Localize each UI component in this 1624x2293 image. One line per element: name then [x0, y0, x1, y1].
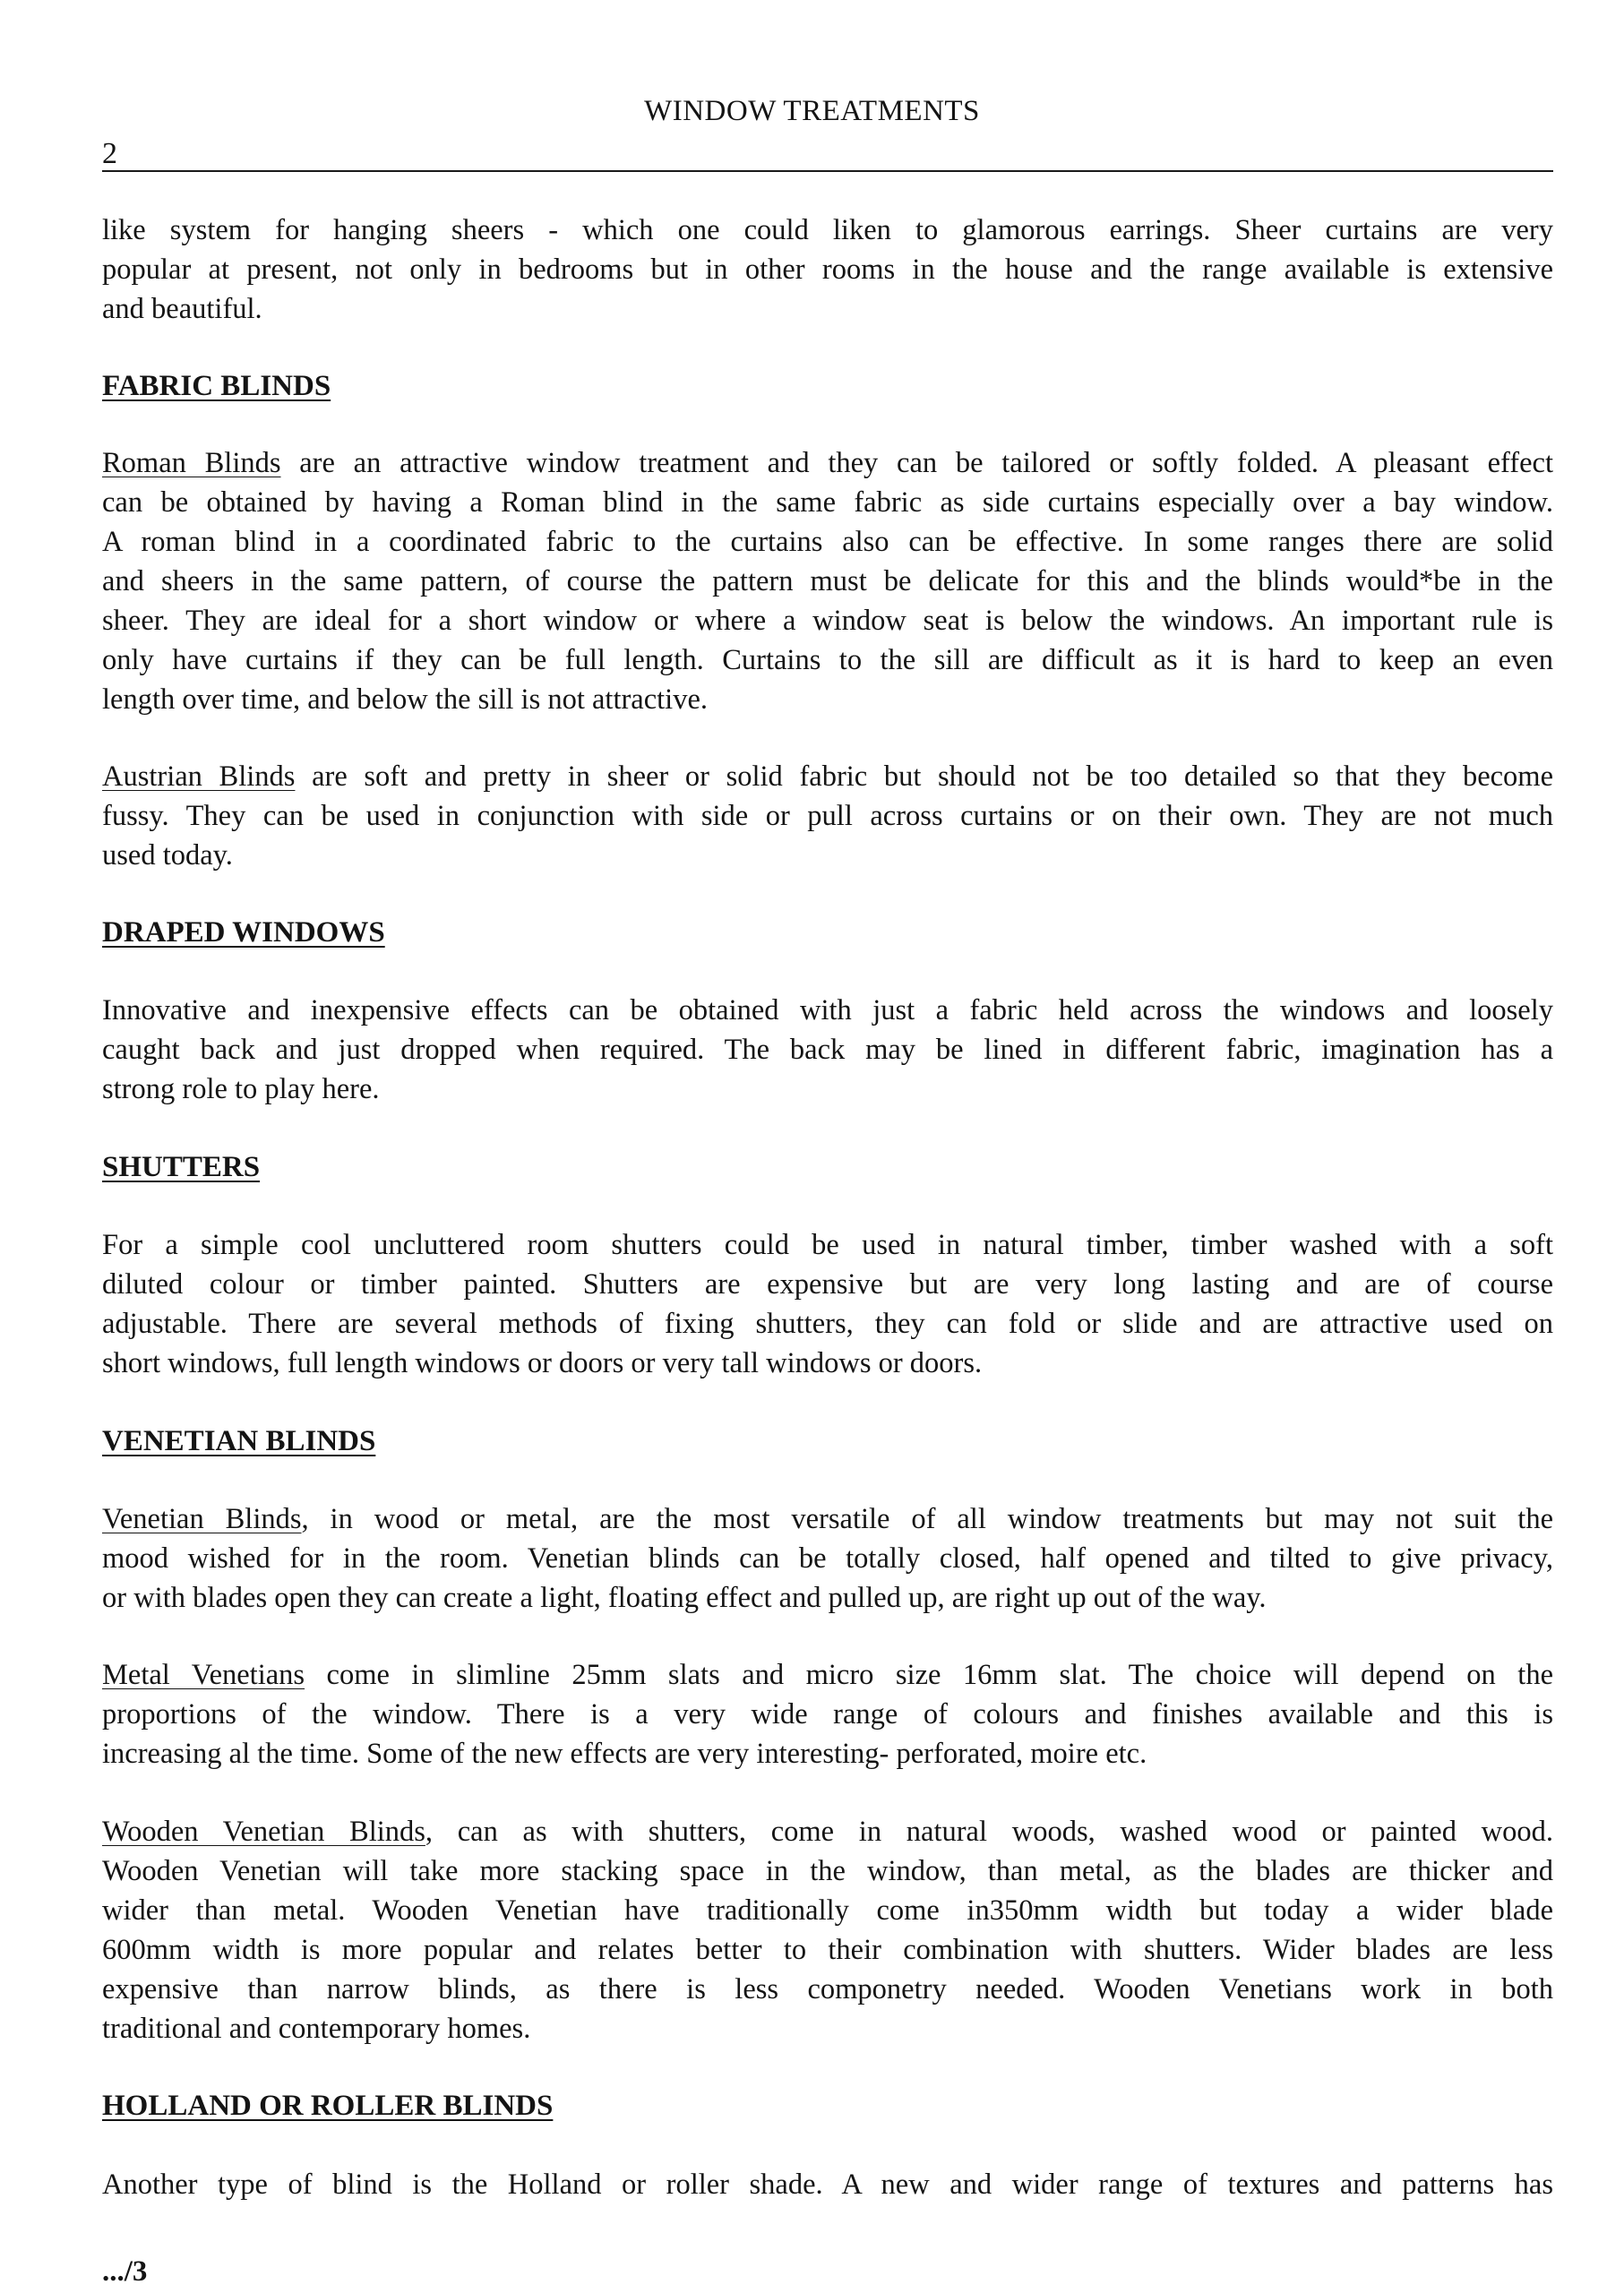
austrian-blinds-line: used today. — [102, 839, 233, 872]
draped-windows-line: caught back and just dropped when required. The back may be lined in different fabric, imagination has a — [102, 1034, 1553, 1066]
roman-blinds-text: are an attractive window treatment and they can be tailored or softly folded. A pleasant effect — [280, 447, 1553, 479]
metal-venetians-line: increasing al the time. Some of the new effects are very interesting- perforated, moire etc. — [102, 1738, 1147, 1770]
header-rule — [102, 170, 1553, 172]
roman-blinds-line: sheer. They are ideal for a short window or where a window seat is below the windows. An important rule is — [102, 605, 1553, 637]
roman-blinds-line: and sheers in the same pattern, of course the pattern must be delicate for this and the blinds would*be in the — [102, 565, 1553, 597]
wooden-venetian-line: wider than metal. Wooden Venetian have traditionally come in350mm width but today a wider blade — [102, 1894, 1553, 1927]
intro-line: like system for hanging sheers - which one could liken to glamorous earrings. Sheer curtains are very — [102, 214, 1553, 246]
roman-blinds-line: length over time, and below the sill is not attractive. — [102, 683, 709, 716]
intro-line: popular at present, not only in bedrooms but in other rooms in the house and the range available is extensive — [102, 253, 1553, 286]
roman-blinds-line — [102, 445, 1553, 481]
term-wooden-venetian-blinds: Wooden Venetian Blinds — [102, 1816, 425, 1848]
venetian-blinds-line — [102, 1501, 1553, 1537]
heading-venetian-blinds: VENETIAN BLINDS — [102, 1425, 376, 1457]
term-metal-venetians: Metal Venetians — [102, 1659, 305, 1691]
continued-page-marker: .../3 — [102, 2255, 148, 2288]
shutters-line: adjustable. There are several methods of fixing shutters, they can fold or slide and are attractive used on — [102, 1308, 1553, 1340]
shutters-line: short windows, full length windows or doors or very tall windows or doors. — [102, 1347, 983, 1379]
austrian-blinds-line: fussy. They can be used in conjunction with side or pull across curtains or on their own. They are not much — [102, 800, 1553, 832]
holland-blinds-line: Another type of blind is the Holland or roller shade. A new and wider range of textures and patterns has — [102, 2168, 1553, 2201]
roman-blinds-line: only have curtains if they can be full length. Curtains to the sill are difficult as it is hard to keep an even — [102, 644, 1553, 676]
draped-windows-line: strong role to play here. — [102, 1073, 380, 1105]
term-venetian-blinds: Venetian Blinds — [102, 1503, 302, 1535]
wooden-venetian-line — [102, 1814, 1553, 1850]
wooden-venetian-line: Wooden Venetian will take more stacking space in the window, than metal, as the blades are thicker and — [102, 1855, 1553, 1887]
austrian-blinds-line — [102, 759, 1553, 794]
roman-blinds-line: can be obtained by having a Roman blind in the same fabric as side curtains especially over a bay window. — [102, 486, 1553, 519]
metal-venetians-text: come in slimline 25mm slats and micro size 16mm slat. The choice will depend on the — [305, 1659, 1553, 1691]
wooden-venetian-line: 600mm width is more popular and relates better to their combination with shutters. Wider blades are less — [102, 1934, 1553, 1966]
draped-windows-line: Innovative and inexpensive effects can be obtained with just a fabric held across the windows and loosely — [102, 994, 1553, 1026]
term-austrian-blinds: Austrian Blinds — [102, 760, 296, 793]
heading-fabric-blinds: FABRIC BLINDS — [102, 370, 331, 402]
metal-venetians-line: proportions of the window. There is a very wide range of colours and finishes available and this is — [102, 1698, 1553, 1730]
heading-shutters: SHUTTERS — [102, 1151, 261, 1183]
running-title: WINDOW TREATMENTS — [644, 95, 980, 127]
page-number: 2 — [102, 137, 117, 170]
term-roman-blinds: Roman Blinds — [102, 447, 281, 479]
wooden-venetian-line: traditional and contemporary homes. — [102, 2013, 531, 2045]
venetian-blinds-text: , in wood or metal, are the most versatile of all window treatments but may not suit the — [301, 1503, 1553, 1535]
intro-line: and beautiful. — [102, 293, 262, 325]
heading-holland-roller-blinds: HOLLAND OR ROLLER BLINDS — [102, 2090, 554, 2122]
shutters-line: diluted colour or timber painted. Shutters are expensive but are very long lasting and are of course — [102, 1268, 1553, 1301]
shutters-line: For a simple cool uncluttered room shutters could be used in natural timber, timber washed with a soft — [102, 1229, 1553, 1261]
venetian-blinds-line: mood wished for in the room. Venetian blinds can be totally closed, half opened and tilted to give privacy, — [102, 1542, 1553, 1575]
metal-venetians-line — [102, 1657, 1553, 1693]
roman-blinds-line: A roman blind in a coordinated fabric to the curtains also can be effective. In some ranges there are solid — [102, 526, 1553, 558]
wooden-venetian-line: expensive than narrow blinds, as there is less componetry needed. Wooden Venetians work in both — [102, 1973, 1553, 2005]
austrian-blinds-text: are soft and pretty in sheer or solid fabric but should not be too detailed so that they become — [295, 760, 1553, 793]
venetian-blinds-line: or with blades open they can create a light, floating effect and pulled up, are right up out of the way. — [102, 1582, 1267, 1614]
heading-draped-windows: DRAPED WINDOWS — [102, 916, 385, 949]
wooden-venetian-text: , can as with shutters, come in natural woods, washed wood or painted wood. — [425, 1816, 1553, 1848]
